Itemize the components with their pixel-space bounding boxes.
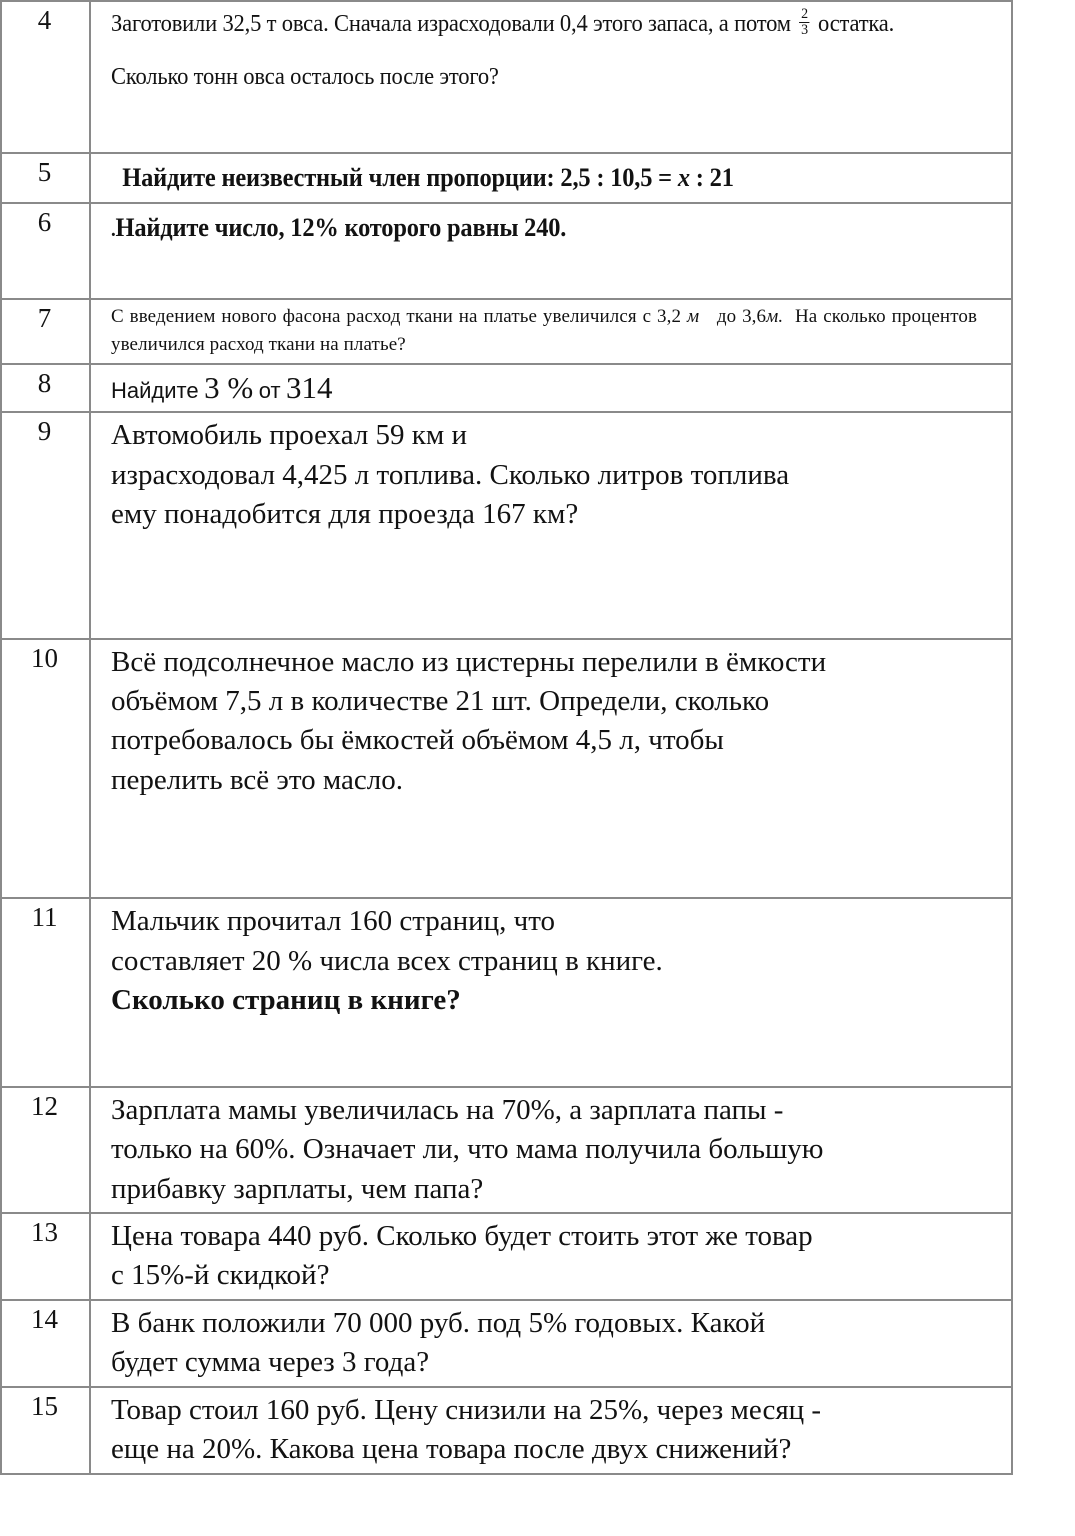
- row-spacer: [111, 535, 1001, 635]
- row-spacer: [111, 97, 998, 149]
- task-text-line: только на 60%. Означает ли, что мама получила большую: [111, 1133, 824, 1166]
- unit-meters: м: [686, 305, 700, 327]
- task-text-seg: от: [258, 377, 281, 403]
- task-number: 4: [1, 1, 90, 153]
- task-number: 8: [1, 364, 90, 412]
- task-text-line: Товар стоил 160 руб. Цену снизили на 25%, через месяц -: [111, 1393, 822, 1426]
- task-text-line: Всё подсолнечное масло из цистерны перелили в ёмкости: [111, 645, 827, 678]
- task-text-line: Автомобиль проехал 59 км и: [111, 419, 468, 452]
- task-content: [90, 898, 1012, 1086]
- task-question-bold: Сколько страниц в книге?: [111, 984, 461, 1017]
- task-number: 12: [1, 1087, 90, 1213]
- table-row: [1, 203, 1012, 299]
- task-number: 6: [1, 203, 90, 299]
- task-content: [90, 1387, 1012, 1474]
- base-value: 314: [286, 369, 333, 405]
- task-text-line: составляет 20 % числа всех страниц в книге.: [111, 944, 663, 977]
- task-number: 9: [1, 412, 90, 638]
- task-content: [90, 1, 1012, 153]
- task-text-line: Зарплата мамы увеличилась на 70%, а зарплата папы -: [111, 1093, 784, 1126]
- task-text-line: перелить всё это масло.: [111, 763, 404, 796]
- task-number: 7: [1, 299, 90, 364]
- task-content: [90, 1087, 1012, 1213]
- task-text-line: еще на 20%. Какова цена товара после двух снижений?: [111, 1433, 792, 1466]
- task-content: [90, 153, 1012, 203]
- task-text-line: прибавку зарплаты, чем папа?: [111, 1172, 484, 1205]
- task-number: 14: [1, 1300, 90, 1387]
- table-row: [1, 412, 1012, 638]
- task-text-tail: : 21: [695, 162, 734, 192]
- task-content: [90, 412, 1012, 638]
- task-text-line: израсходовал 4,425 л топлива. Сколько литров топлива: [111, 458, 790, 491]
- task-text-line: В банк положили 70 000 руб. под 5% годовых. Какой: [111, 1306, 766, 1339]
- task-text-line: Найдите неизвестный член пропорции: 2,5 : 10,5 =: [122, 162, 672, 192]
- table-row: [1, 299, 1012, 364]
- task-text-seg: На сколько процентов увеличился расход ткани на платье?: [111, 305, 978, 356]
- task-text-line: объёмом 7,5 л в количестве 21 шт. Определи, сколько: [111, 685, 770, 718]
- task-text-line: Найдите число, 12% которого равны 240.: [115, 212, 567, 242]
- task-content: [90, 1300, 1012, 1387]
- row-spacer: [111, 1021, 1001, 1083]
- task-text-line: Сколько тонн овса осталось после этого?: [111, 63, 499, 90]
- fraction-denominator: 3: [801, 21, 808, 38]
- table-row: [1, 1, 1012, 153]
- task-number: 15: [1, 1387, 90, 1474]
- task-text-seg: до 3,6: [716, 305, 767, 327]
- task-number: 11: [1, 898, 90, 1086]
- task-text-line: с 15%-й скидкой?: [111, 1259, 330, 1292]
- table-row: [1, 364, 1012, 412]
- table-row: [1, 1087, 1012, 1213]
- task-text-line: Заготовили 32,5 т овса. Сначала израсходовали 0,4 этого запаса, а потом: [111, 11, 791, 37]
- task-text-line: Цена товара 440 руб. Сколько будет стоить этот же товар: [111, 1219, 813, 1252]
- task-number: 10: [1, 639, 90, 899]
- fraction-numerator: 2: [801, 5, 808, 22]
- task-number: 13: [1, 1213, 90, 1300]
- task-text-line: ему понадобится для проезда 167 км?: [111, 498, 579, 531]
- table-row: [1, 153, 1012, 203]
- task-text-line: будет сумма через 3 года?: [111, 1346, 430, 1379]
- task-text-line: потребовалось бы ёмкостей объёмом 4,5 л, чтобы: [111, 724, 724, 757]
- table-row: [1, 1387, 1012, 1474]
- stray-period-mark: .: [111, 218, 116, 241]
- task-content: [90, 299, 1012, 364]
- task-text-after-fraction: остатка.: [818, 11, 895, 37]
- task-text-seg: Найдите: [111, 377, 199, 403]
- row-spacer: [111, 800, 1001, 894]
- percent-value: 3 %: [204, 369, 254, 405]
- task-number: 5: [1, 153, 90, 203]
- table-row: [1, 1213, 1012, 1300]
- table-row: [1, 1300, 1012, 1387]
- task-content: [90, 203, 1012, 299]
- table-row: [1, 898, 1012, 1086]
- fraction-two-thirds: [799, 7, 810, 38]
- task-content: [90, 1213, 1012, 1300]
- table-row: [1, 639, 1012, 899]
- unit-meters: м.: [766, 305, 784, 327]
- task-content: [90, 639, 1012, 899]
- row-spacer: [111, 249, 998, 295]
- variable-x: x: [677, 162, 690, 192]
- task-text-seg: С введением нового фасона расход ткани на платье увеличился с 3,2: [111, 305, 682, 327]
- task-text-line: Мальчик прочитал 160 страниц, что: [111, 905, 556, 938]
- task-content: [90, 364, 1012, 412]
